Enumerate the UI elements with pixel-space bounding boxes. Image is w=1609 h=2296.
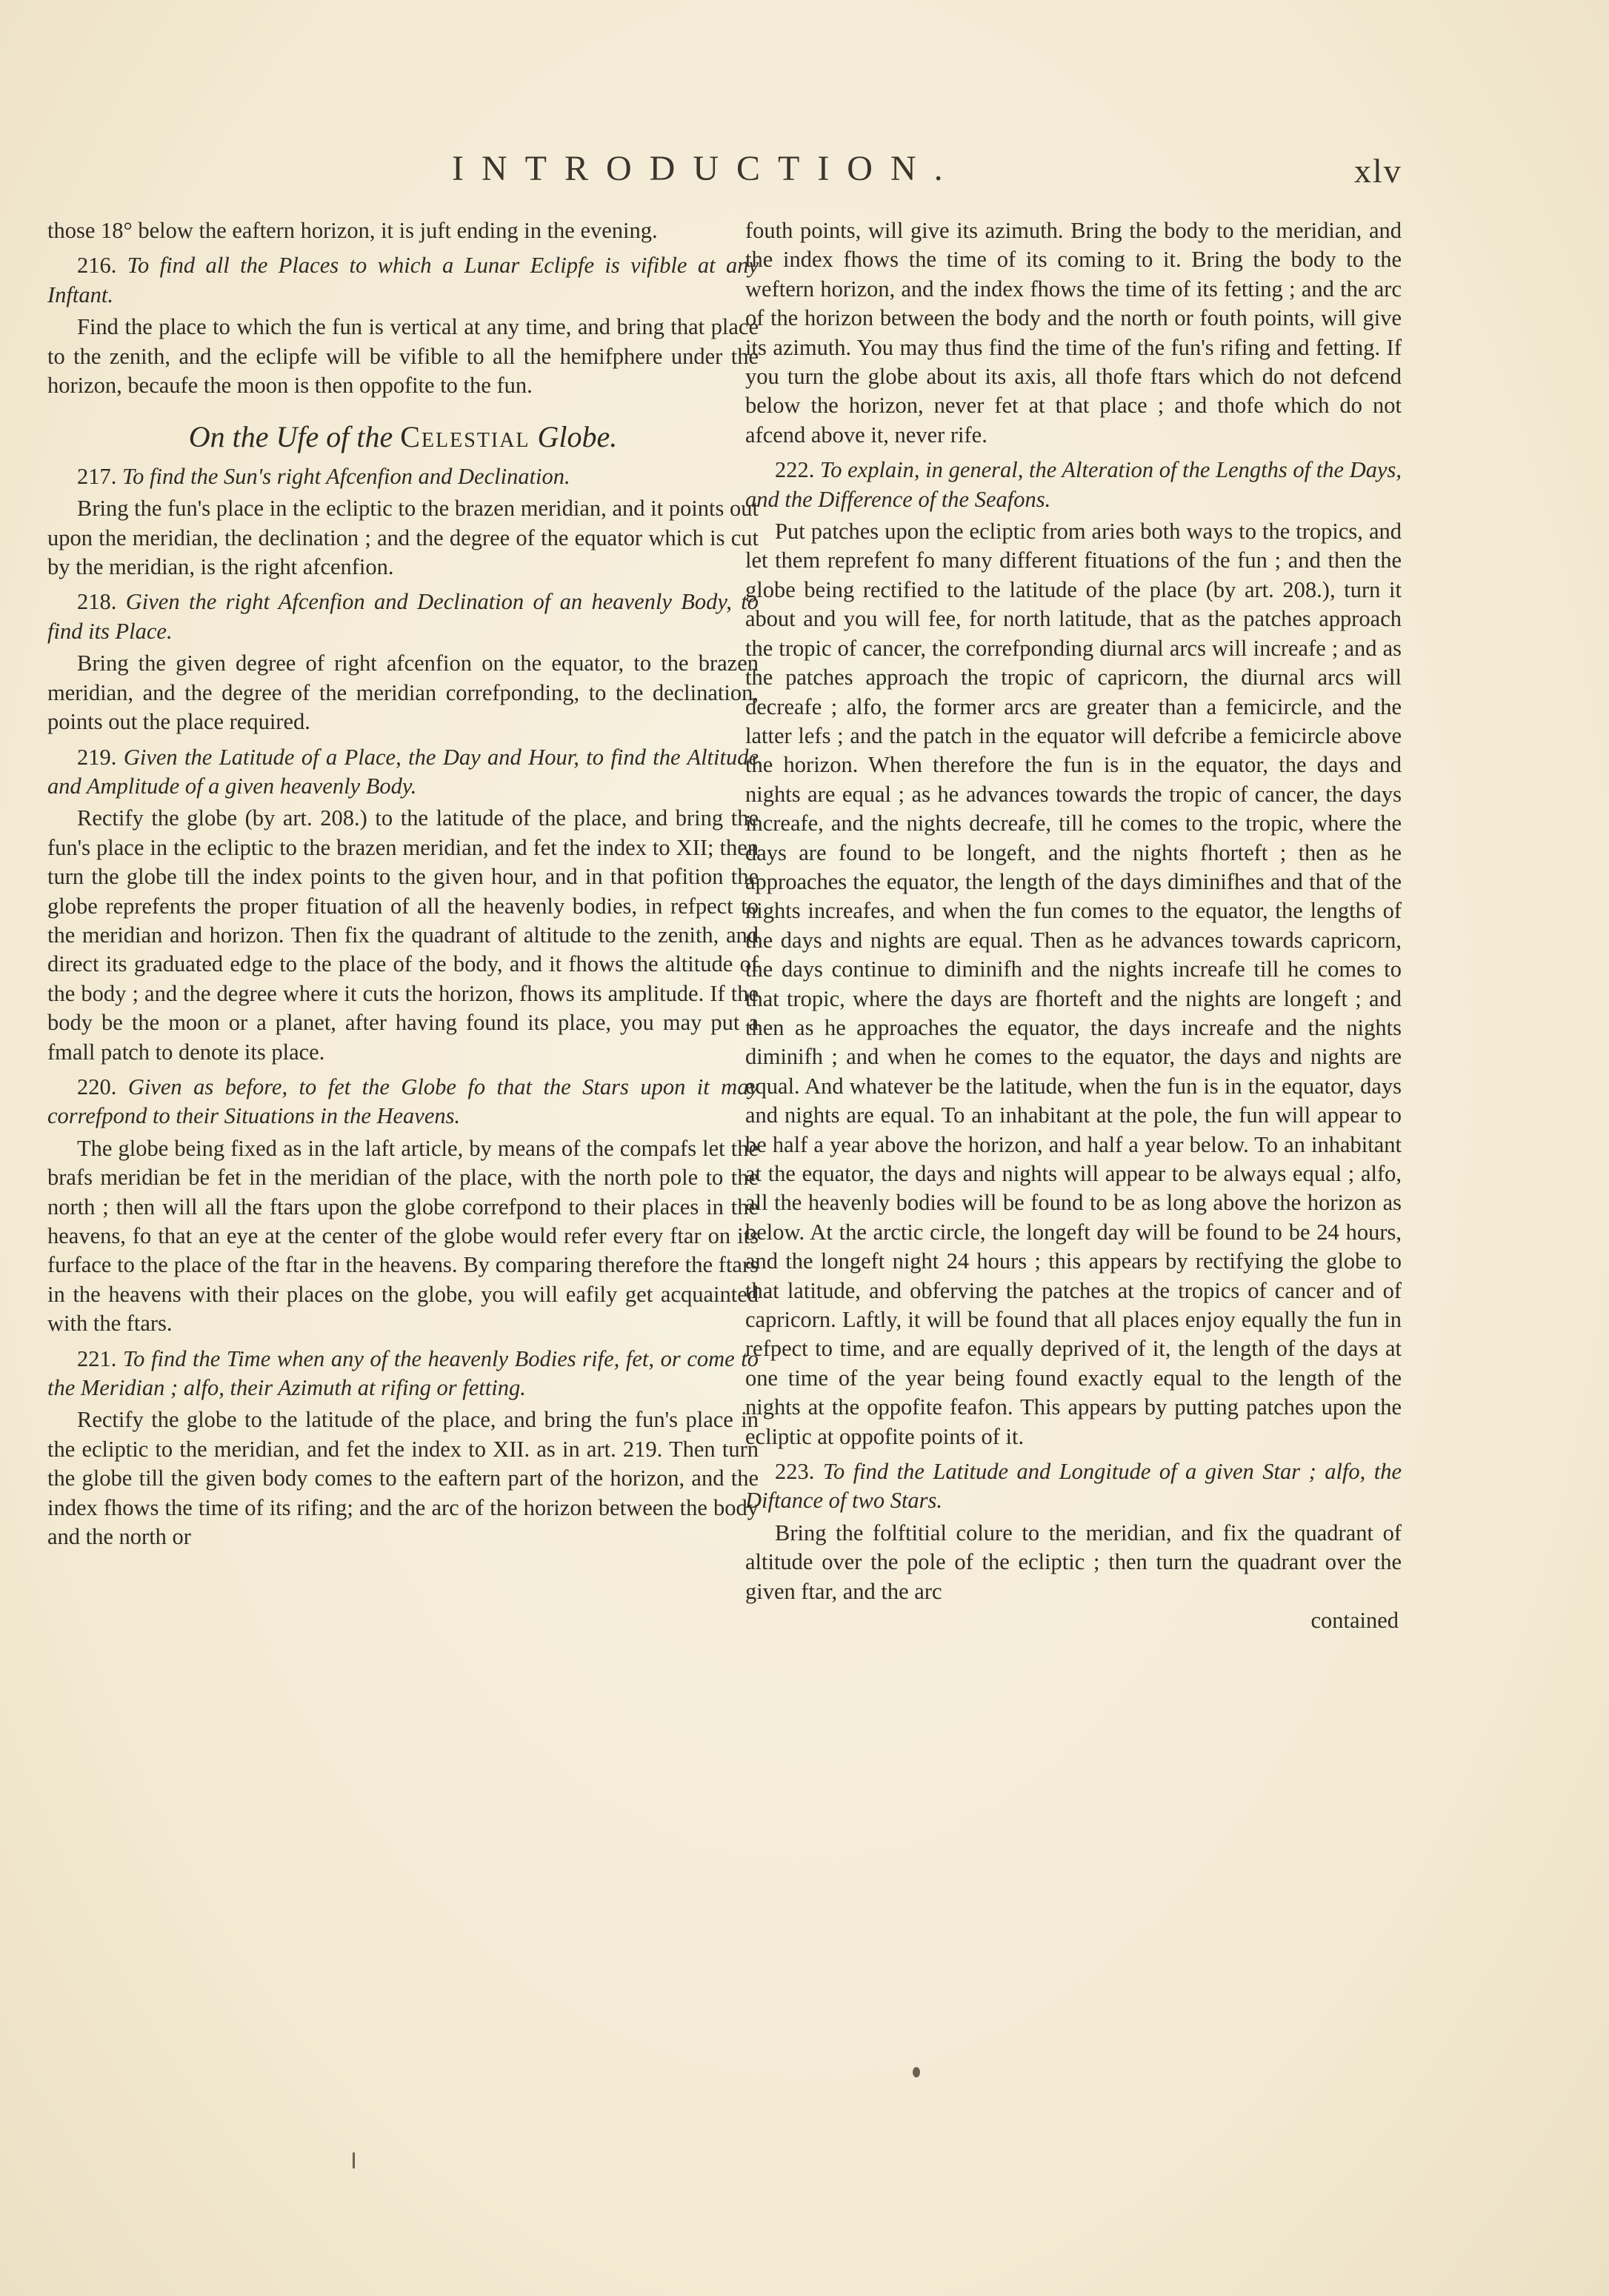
article-title: To explain, in general, the Alteration of the Lengths of the Days, and the Difference of the Seafons.	[745, 457, 1402, 512]
article-title: Given as before, to fet the Globe fo that the Stars upon it may correfpond to their Situations in the Heavens.	[47, 1074, 759, 1129]
ink-speck	[913, 2067, 920, 2077]
article-number: 216.	[77, 253, 117, 279]
running-title: INTRODUCTION.	[452, 149, 961, 188]
paragraph-217: Bring the fun's place in the ecliptic to the brazen meridian, and it points out upon the meridian, the declination ; and the degree of the equator which is cut by the meridian, is the right afcenfion.	[47, 496, 759, 580]
paragraph-216: Find the place to which the fun is vertical at any time, and bring that place to the zenith, and the eclipfe will be vifible to all the hemifphere under the horizon, becaufe the moon is then oppofite to the fun.	[47, 314, 759, 399]
section-title	[47, 420, 759, 454]
article-title: Given the right Afcenfion and Declination of an heavenly Body, to find its Place.	[47, 589, 759, 644]
paragraph-222: Put patches upon the ecliptic from aries both ways to the tropics, and let them reprefent fo many different fituations of the fun ; and then the globe being rectified to the latitude of the place (by art. 208.), turn it about and you will fee, for north latitude, that as the patches approach the tropic of cancer, the correfponding diurnal arcs will increafe ; and as the patches approach the tropic of capricorn, the diurnal arcs will decreafe ; alfo, the former arcs are greater than a femicircle, and the latter lefs ; and the patch in the equator will defcribe a femicircle above the horizon. When therefore the fun is in the equator, the days and nights are equal ; as he advances towards the tropic of cancer, the days increafe, and the nights decreafe, till he comes to the tropic, where the days are found to be longeft, and the nights fhorteft ; then as he approaches the equator, the length of the days diminifhes and that of the nights increafes, and when the fun comes to the equator, the lengths of the days and nights are equal. Then as he advances towards capricorn, the days continue to diminifh and the nights increafe till he comes to that tropic, where the days are fhorteft and the nights are longeft ; and then as he approaches the equator, the days increafe and the nights diminifh ; and when he comes to the equator, the days and nights are equal. And whatever be the latitude, when the fun is in the equator, days and nights are equal. To an inhabitant at the pole, the fun will appear to be half a year above the horizon, and half a year below. To an inhabitant at the equator, the days and nights will appear to be always equal ; alfo, all the heavenly bodies will be found to be as long above the horizon as below. At the arctic circle, the longeft day will be found to be 24 hours, and the longeft night 24 hours ; this appears by rectifying the globe to that latitude, and obferving the patches at the tropics of cancer and of capricorn. Laftly, it will be found that all places enjoy equally the fun in refpect to time, and are equally deprived of it, the length of the days at one time of the year being found exactly equal to the length of the nights at the oppofite feafon. This appears by putting patches upon the ecliptic at oppofite points of it.	[745, 519, 1402, 1449]
article-title: To find the Sun's right Afcenfion and Declination.	[122, 463, 570, 489]
article-heading-218	[47, 588, 759, 646]
paragraph-218: Bring the given degree of right afcenfion on the equator, to the brazen meridian, and the degree of the meridian correfponding, to the declination, points out the place required.	[47, 650, 759, 735]
article-number: 219.	[77, 744, 117, 770]
article-number: 223.	[775, 1459, 815, 1485]
article-title: To find the Latitude and Longitude of a given Star ; alfo, the Diftance of two Stars.	[745, 1459, 1402, 1514]
paragraph-continued: fouth points, will give its azimuth. Bring the body to the meridian, and the index fhows the time of its coming to it. Bring the body to the weftern horizon, and the index fhows the time of its fetting ; and the arc of the horizon between the body and the north or fouth points, will give its azimuth. You may thus find the time of the fun's rifing and fetting. If you turn the globe about its axis, all thofe ftars which do not defcend below the horizon, never fet at that place ; and thofe which do not afcend above it, never rife.	[745, 218, 1402, 447]
article-number: 222.	[775, 457, 815, 483]
paragraph-219: Rectify the globe (by art. 208.) to the latitude of the place, and bring the fun's place in the ecliptic to the brazen meridian, and fet the index to XII; then turn the globe till the index points to the given hour, and in that pofition the globe reprefents the proper fituation of all the heavenly bodies, in refpect to the meridian and horizon. Then fix the quadrant of altitude to the zenith, and direct its graduated edge to the place of the body, and it fhows the altitude of the body ; and the degree where it cuts the horizon, fhows its amplitude. If the body be the moon or a planet, after having found its place, you may put a fmall patch to denote its place.	[47, 805, 759, 1065]
section-title-caps: Celestial	[400, 420, 530, 454]
paragraph-221: Rectify the globe to the latitude of the place, and bring the fun's place in the ecliptic to the meridian, and fet the index to XII. as in art. 219. Then turn the globe till the given body comes to the eaftern part of the horizon, and the index fhows the time of its rifing; and the arc of the horizon between the body and the north or	[47, 1407, 759, 1550]
article-title: To find the Time when any of the heavenly Bodies rife, fet, or come to the Meridian ; alfo, their Azimuth at rifing or fetting.	[47, 1345, 759, 1401]
article-heading-220	[47, 1073, 759, 1131]
article-number: 221.	[77, 1345, 117, 1371]
article-number: 220.	[77, 1074, 117, 1099]
page-header	[0, 148, 1609, 200]
left-column	[47, 216, 759, 1551]
article-title: Given the Latitude of a Place, the Day and Hour, to find the Altitude and Amplitude of a given heavenly Body.	[47, 744, 759, 799]
article-heading-223	[745, 1457, 1402, 1516]
article-heading-216	[47, 251, 759, 310]
right-column	[745, 216, 1402, 1636]
article-title: To find all the Places to which a Lunar Eclipfe is vifible at any Inftant.	[47, 253, 759, 307]
article-heading-221	[47, 1345, 759, 1403]
paragraph-continued: those 18° below the eaftern horizon, it is juft ending in the evening.	[47, 218, 658, 243]
article-number: 218.	[77, 589, 117, 615]
article-heading-219	[47, 743, 759, 802]
section-title-pre: On the Ufe of the	[188, 420, 393, 454]
article-number: 217.	[77, 463, 117, 489]
ink-speck	[353, 2152, 355, 2169]
paragraph-223: Bring the folftitial colure to the meridian, and fix the quadrant of altitude over the pole of the ecliptic ; then turn the quadrant over the given ftar, and the arc	[745, 1520, 1402, 1604]
article-heading-217	[47, 462, 759, 491]
paragraph-220: The globe being fixed as in the laft article, by means of the compafs let the brafs meridian be fet in the meridian of the place, with the north pole to the north ; then will all the ftars upon the globe correfpond to their places in the heavens, fo that an eye at the center of the globe would refer every ftar on its furface to the place of the ftar in the heavens. By comparing therefore the ftars in the heavens with their places on the globe, you will eafily get acquainted with the ftars.	[47, 1135, 759, 1337]
article-heading-222	[745, 456, 1402, 514]
section-title-post: Globe.	[537, 420, 618, 454]
page-number: xlv	[1354, 152, 1402, 190]
catchword: contained	[1310, 1608, 1399, 1634]
